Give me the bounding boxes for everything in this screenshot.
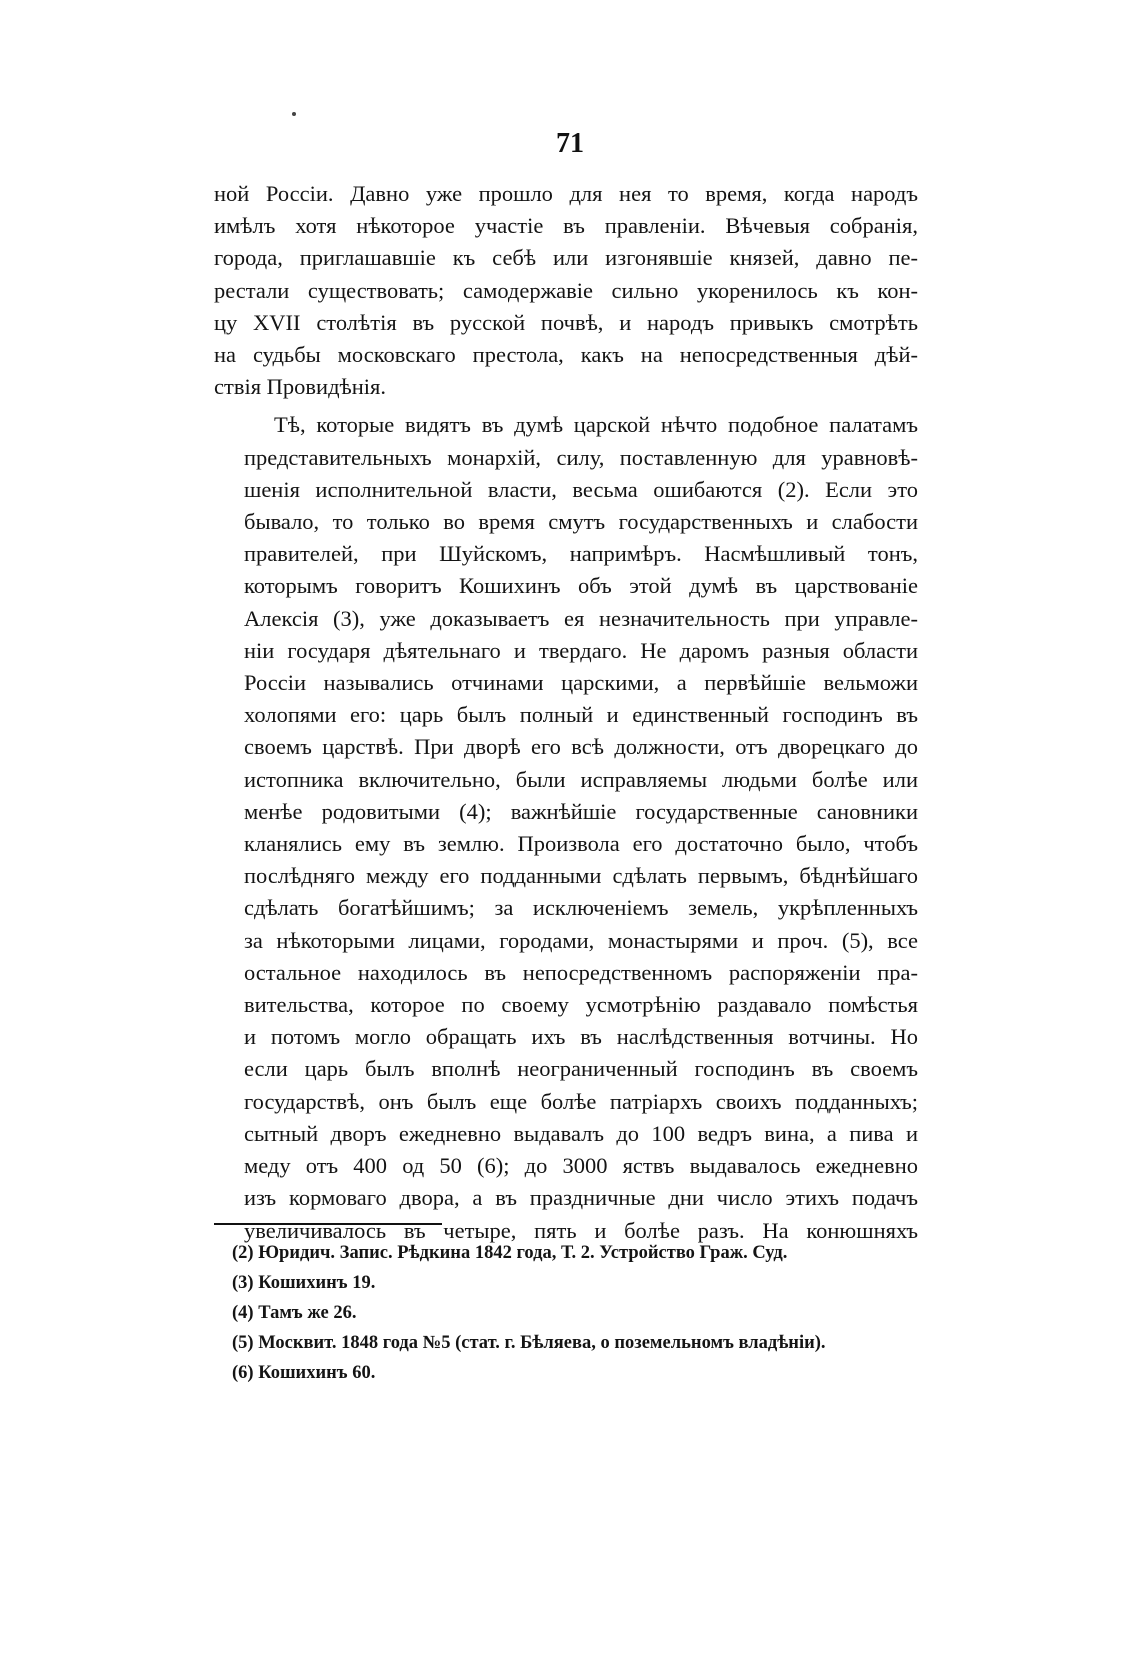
text-line: ствія Провидѣнія.	[214, 374, 387, 400]
text-line: менѣе родовитыми (4); важнѣйшіе государственные сановники	[244, 798, 918, 824]
text-line: рестали существовать; самодержавіе сильно укоренилось къ кон-	[214, 277, 918, 303]
text-line: шенія исполнительной власти, весьма ошибаются (2). Если это	[244, 476, 918, 502]
text-line: имѣлъ хотя нѣкоторое участіе въ правленіи. Вѣчевыя собранія,	[214, 213, 918, 239]
text-line: изъ кормоваго двора, а въ праздничные дни число этихъ подачъ	[244, 1185, 918, 1211]
text-line: остальное находилось въ непосредственномъ распоряженіи пра-	[244, 959, 918, 985]
print-speck	[292, 112, 296, 116]
page-number: 71	[556, 128, 584, 159]
text-line: бывало, то только во время смутъ государственныхъ и слабости	[244, 509, 918, 535]
paragraph-1	[214, 178, 918, 403]
text-line: увеличивалось въ четыре, пять и болѣе разъ. На конюшняхъ	[244, 1217, 918, 1243]
footnote-3: (3) Кошихинъ 19.	[232, 1273, 376, 1293]
footnotes	[232, 1238, 922, 1388]
body-text	[214, 178, 918, 1247]
text-line: ніи государя дѣятельнаго и твердаго. Не даромъ разныя области	[244, 637, 918, 663]
text-line: истопника включительно, были исправляемы людьми болѣе или	[244, 766, 918, 792]
footnote-2: (2) Юридич. Запис. Рѣдкина 1842 года, Т. 2. Устройство Граж. Суд.	[232, 1243, 788, 1263]
text-line: Алексія (3), уже доказываетъ ея незначительность при управле-	[244, 605, 918, 631]
text-line: за нѣкоторыми лицами, городами, монастырями и проч. (5), все	[244, 927, 918, 953]
text-line: цу XVII столѣтія въ русской почвѣ, и народъ привыкъ смотрѣть	[214, 309, 918, 335]
text-line: ной Россіи. Давно уже прошло для нея то время, когда народъ	[214, 181, 918, 206]
text-line: правителей, при Шуйскомъ, напримѣръ. Насмѣшливый тонъ,	[244, 541, 918, 567]
text-line: вительства, которое по своему усмотрѣнію раздавало помѣстья	[244, 992, 918, 1018]
text-line: государствѣ, онъ былъ еще болѣе патріархъ своихъ подданныхъ;	[244, 1088, 918, 1114]
text-line: сытный дворъ ежедневно выдавалъ до 100 ведръ вина, а пива и	[244, 1120, 918, 1146]
footnote-4: (4) Тамъ же 26.	[232, 1303, 357, 1323]
text-line: сдѣлать богатѣйшимъ; за исключеніемъ земель, укрѣпленныхъ	[244, 895, 918, 921]
text-line: города, приглашавшіе къ себѣ или изгонявшіе князей, давно пе-	[214, 245, 918, 271]
paragraph-2	[214, 409, 918, 1246]
text-line: представительныхъ монархій, силу, поставленную для уравновѣ-	[244, 444, 918, 470]
text-line: кланялись ему въ землю. Произвола его достаточно было, чтобъ	[244, 831, 918, 857]
text-line: Россіи назывались отчинами царскими, а первѣйшіе вельможи	[244, 670, 918, 696]
text-line: меду отъ 400 од 50 (6); до 3000 яствъ выдавалось ежедневно	[244, 1153, 918, 1179]
text-line: если царь былъ вполнѣ неограниченный господинъ въ своемъ	[244, 1056, 918, 1082]
text-line: Тѣ, которые видятъ въ думѣ царской нѣчто подобное палатамъ	[274, 412, 918, 438]
footnote-6: (6) Кошихинъ 60.	[232, 1363, 376, 1383]
text-line: холопями его: царь былъ полный и единственный господинъ въ	[244, 702, 918, 728]
text-line: которымъ говоритъ Кошихинъ объ этой думѣ въ царствованіе	[244, 573, 918, 599]
text-line: послѣдняго между его подданными сдѣлать первымъ, бѣднѣйшаго	[244, 863, 918, 889]
footnote-5: (5) Москвит. 1848 года №5 (стат. г. Бѣляева, о поземельномъ владѣніи).	[232, 1333, 826, 1353]
footnote-divider	[214, 1223, 442, 1225]
text-line: и потомъ могло обращать ихъ въ наслѣдственныя вотчины. Но	[244, 1024, 918, 1050]
text-line: на судьбы московскаго престола, какъ на непосредственныя дѣй-	[214, 342, 918, 368]
text-line: своемъ царствѣ. При дворѣ его всѣ должности, отъ дворецкаго до	[244, 734, 918, 760]
